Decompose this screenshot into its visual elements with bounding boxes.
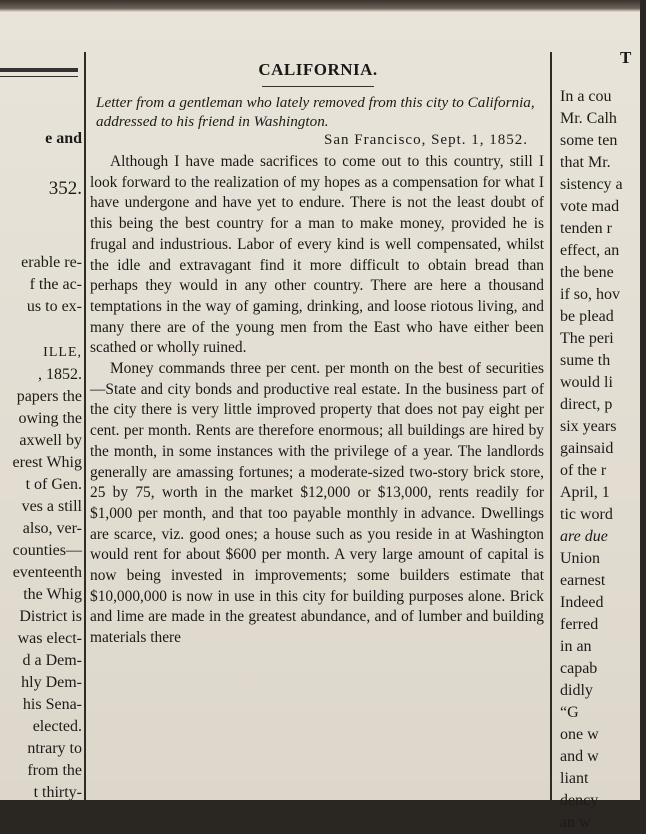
right-line: Union [560, 550, 600, 567]
right-line: some ten [560, 132, 618, 149]
right-line: if so, hov [560, 286, 620, 303]
article-dateline: San Francisco, Sept. 1, 1852. [324, 132, 528, 148]
right-line: that Mr. [560, 154, 611, 171]
right-line: dency [560, 792, 599, 809]
right-line: six years [560, 418, 617, 435]
column-divider [550, 52, 552, 800]
left-line: his Sena- [22, 696, 82, 713]
left-line: District is [19, 608, 82, 625]
right-column-heading: T [620, 48, 632, 67]
left-line: ILLE, [43, 345, 82, 360]
left-line: was elect- [17, 630, 82, 647]
right-line: direct, p [560, 396, 613, 413]
left-line: the Whig [23, 586, 82, 603]
right-line: be plead [560, 308, 614, 325]
left-line: hly Dem- [21, 674, 82, 691]
left-line: f the ac- [29, 276, 82, 293]
article-paragraph: Although I have made sacrifices to come out to this country, still I look forward to the realization of my hopes as a compensation for what I have undergone and have yet to endure. There is not the least doubt of this being the best country for a man to make money, provided he is frugal and industrious. Labor of every kind is well compensated, whilst the idle and extravagant find it more difficult to obtain bread than perhaps they would in any other country. There are here a thousand temptations in the way of gaming, drinking, and loose riotous living, and many there are of the young men from the East who have either been scathed or wholly ruined. [90, 153, 544, 357]
right-line: tenden r [560, 220, 612, 237]
left-line: ves a still [21, 498, 82, 515]
right-line: gainsaid [560, 440, 614, 457]
left-column [0, 60, 82, 800]
left-line: from the [27, 762, 82, 779]
left-line: elected. [32, 718, 82, 735]
left-line: , 1852. [38, 366, 82, 383]
headline-rule [262, 86, 374, 87]
column-header-rule [0, 68, 78, 72]
page-shadow-edge [0, 0, 640, 12]
left-line: d a Dem- [22, 652, 82, 669]
right-line: The peri [560, 330, 614, 347]
column-header-rule-thin [0, 76, 78, 77]
left-line: axwell by [19, 432, 82, 449]
right-line: Indeed [560, 594, 604, 611]
left-line: ntrary to [27, 740, 82, 757]
article [88, 56, 548, 800]
left-line: papers the [16, 388, 82, 405]
right-line: of the r [560, 462, 607, 479]
right-line: liant [560, 770, 589, 787]
article-intro: Letter from a gentleman who lately removed from this city to California, addressed to his friend in Washington. [96, 94, 535, 130]
right-line: didly [560, 682, 593, 699]
article-paragraph: Money commands three per cent. per month on the best of securities—State and city bonds and productive real estate. In the business part of the city there is very little improved property that does not pay eight per cent. per month. Rents are therefore enormous; all buildings are hired by the month, in some instances with the privilege of a year. The landlords generally are amassing fortunes; a moderate-sized two-story brick store, 25 by 75, worth in the market $12,000 or $13,000, rents readily for $1,000 per month, and that too payable monthly in advance. Dwellings are scarce, viz. good ones; a house such as you reside in at Washington would rent for about $600 per month. A very large amount of capital is now being invested in improvements; some builders estimate that $10,000,000 is now in use in this city for building purposes alone. Brick and lime are made in the greatest abundance, and of lumber and building materials there [90, 360, 544, 647]
right-line: effect, an [560, 242, 620, 259]
right-line: ferred [560, 616, 599, 633]
right-line: are due [560, 528, 608, 545]
left-line: erest Whig [12, 454, 82, 471]
right-line: sistency a [560, 176, 623, 193]
left-line: us to ex- [26, 298, 82, 315]
right-line: one w [560, 726, 599, 743]
right-line: “G [560, 704, 579, 721]
right-line: in an [560, 638, 592, 655]
right-column [556, 86, 646, 831]
right-line: the bene [560, 264, 614, 281]
right-line: sume th [560, 352, 611, 369]
left-line: owing the [18, 410, 82, 427]
right-line: earnest [560, 572, 606, 589]
right-line: capab [560, 660, 598, 677]
left-line: t thirty- [33, 784, 82, 801]
left-line: t of Gen. [25, 476, 82, 493]
article-headline: CALIFORNIA. [258, 60, 378, 79]
right-line: In a cou [560, 88, 612, 105]
column-divider [84, 52, 86, 800]
right-line: tic word [560, 506, 613, 523]
left-line: also, ver- [22, 520, 82, 537]
left-line: counties— [12, 542, 82, 559]
left-line: 352. [48, 178, 82, 199]
right-line: vote mad [560, 198, 620, 215]
right-line: and w [560, 748, 599, 765]
right-line: would li [560, 374, 613, 391]
right-line: Mr. Calh [560, 110, 617, 127]
left-line: erable re- [21, 254, 82, 271]
left-line: e and [45, 130, 82, 147]
right-line: April, 1 [560, 484, 610, 501]
left-line: eventeenth [12, 564, 82, 581]
right-line: an w [560, 814, 591, 831]
